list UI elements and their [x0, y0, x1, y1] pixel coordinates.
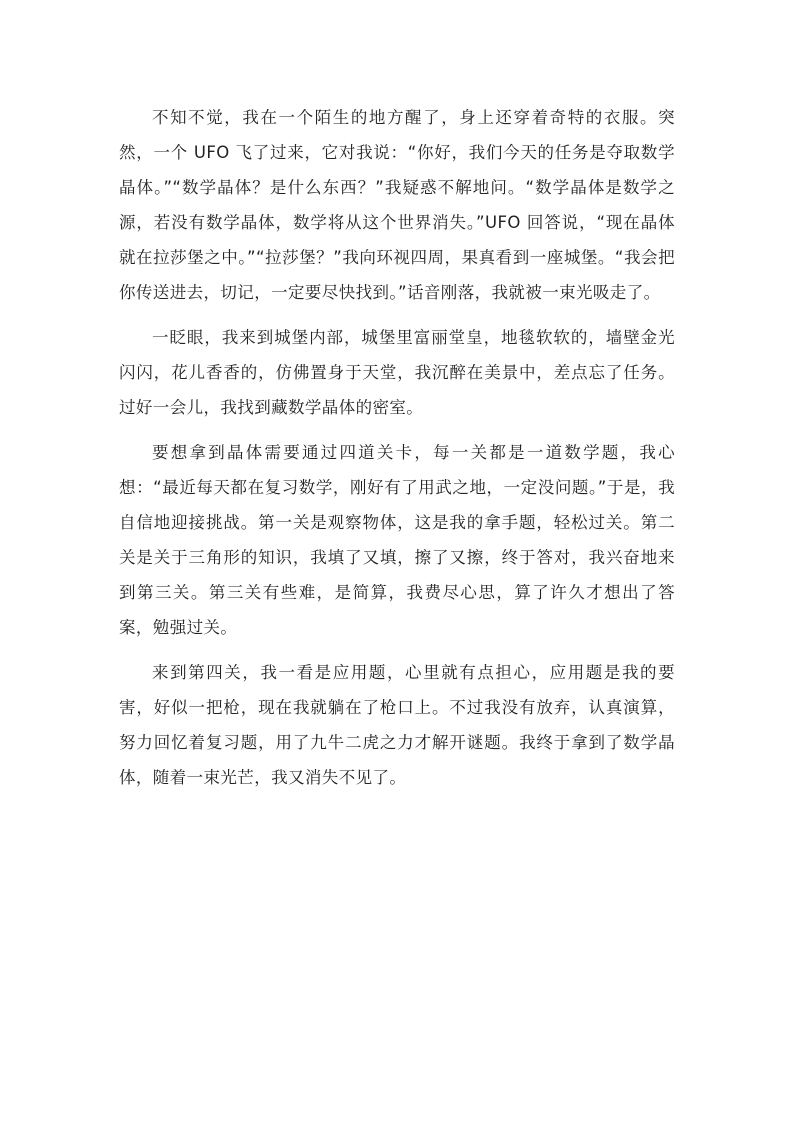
paragraph-1: 不知不觉，我在一个陌生的地方醒了，身上还穿着奇特的衣服。突然，一个 UFO 飞了过来，它对我说：“你好，我们今天的任务是夺取数学晶体。”“数学晶体？是什么东西？”我疑惑不解地问。“数学晶体是数学之源，若没有数学晶体，数学将从这个世界消失。”UFO 回答说，“现在晶体就在拉莎堡之中。”“拉莎堡？”我向环视四周，果真看到一座城堡。“我会把你传送进去，切记，一定要尽快找到。”话音刚落，我就被一束光吸走了。 — [119, 108, 675, 302]
paragraph-3: 要想拿到晶体需要通过四道关卡，每一关都是一道数学题，我心想：“最近每天都在复习数学，刚好有了用武之地，一定没问题。”于是，我自信地迎接挑战。第一关是观察物体，这是我的拿手题，轻松过关。第二关是关于三角形的知识，我填了又填，擦了又擦，终于答对，我兴奋地来到第三关。第三关有些难，是简算，我费尽心思，算了许久才想出了答案，勉强过关。 — [119, 443, 675, 637]
paragraph-4: 来到第四关，我一看是应用题，心里就有点担心，应用题是我的要害，好似一把枪，现在我就躺在了枪口上。不过我没有放弃，认真演算，努力回忆着复习题，用了九牛二虎之力才解开谜题。我终于拿到了数学晶体，随着一束光芒，我又消失不见了。 — [119, 663, 675, 787]
document-body — [119, 100, 675, 805]
paragraph-2: 一眨眼，我来到城堡内部，城堡里富丽堂皇，地毯软软的，墙壁金光闪闪，花儿香香的，仿佛置身于天堂，我沉醉在美景中，差点忘了任务。过好一会儿，我找到藏数学晶体的密室。 — [119, 328, 675, 417]
